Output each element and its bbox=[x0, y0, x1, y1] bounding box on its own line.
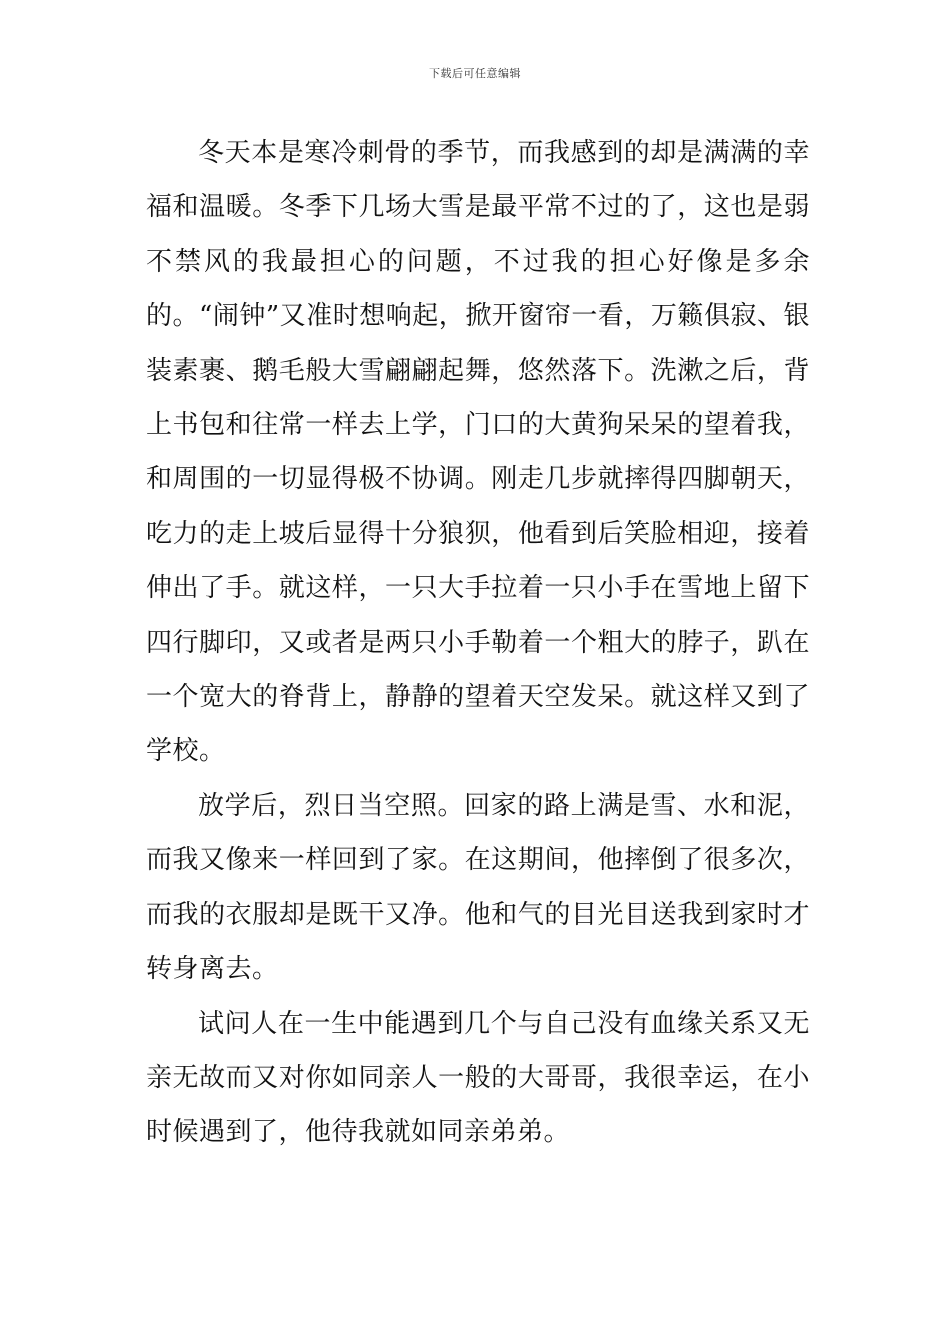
page-header: 下载后可任意编辑 bbox=[429, 67, 521, 80]
paragraph-3: 试问人在一生中能遇到几个与自己没有血缘关系又无亲无故而又对你如同亲人一般的大哥哥，我很幸运，在小时候遇到了，他待我就如同亲弟弟。 bbox=[146, 1008, 810, 1148]
document-body bbox=[146, 126, 810, 1160]
paragraph-1: 冬天本是寒冷刺骨的季节，而我感到的却是满满的幸福和温暖。冬季下几场大雪是最平常不过的了，这也是弱不禁风的我最担心的问题，不过我的担心好像是多余的。“闹钟”又准时想响起，掀开窗帘一看，万籁俱寂、银装素裹、鹅毛般大雪翩翩起舞，悠然落下。洗漱之后，背上书包和往常一样去上学，门口的大黄狗呆呆的望着我，和周围的一切显得极不协调。刚走几步就摔得四脚朝天，吃力的走上坡后显得十分狼狈，他看到后笑脸相迎，接着伸出了手。就这样，一只大手拉着一只小手在雪地上留下四行脚印，又或者是两只小手勒着一个粗大的脖子，趴在一个宽大的脊背上，静静的望着天空发呆。就这样又到了学校。 bbox=[146, 138, 810, 767]
paragraph-2: 放学后，烈日当空照。回家的路上满是雪、水和泥，而我又像来一样回到了家。在这期间，他摔倒了很多次，而我的衣服却是既干又净。他和气的目光目送我到家时才转身离去。 bbox=[146, 790, 810, 985]
